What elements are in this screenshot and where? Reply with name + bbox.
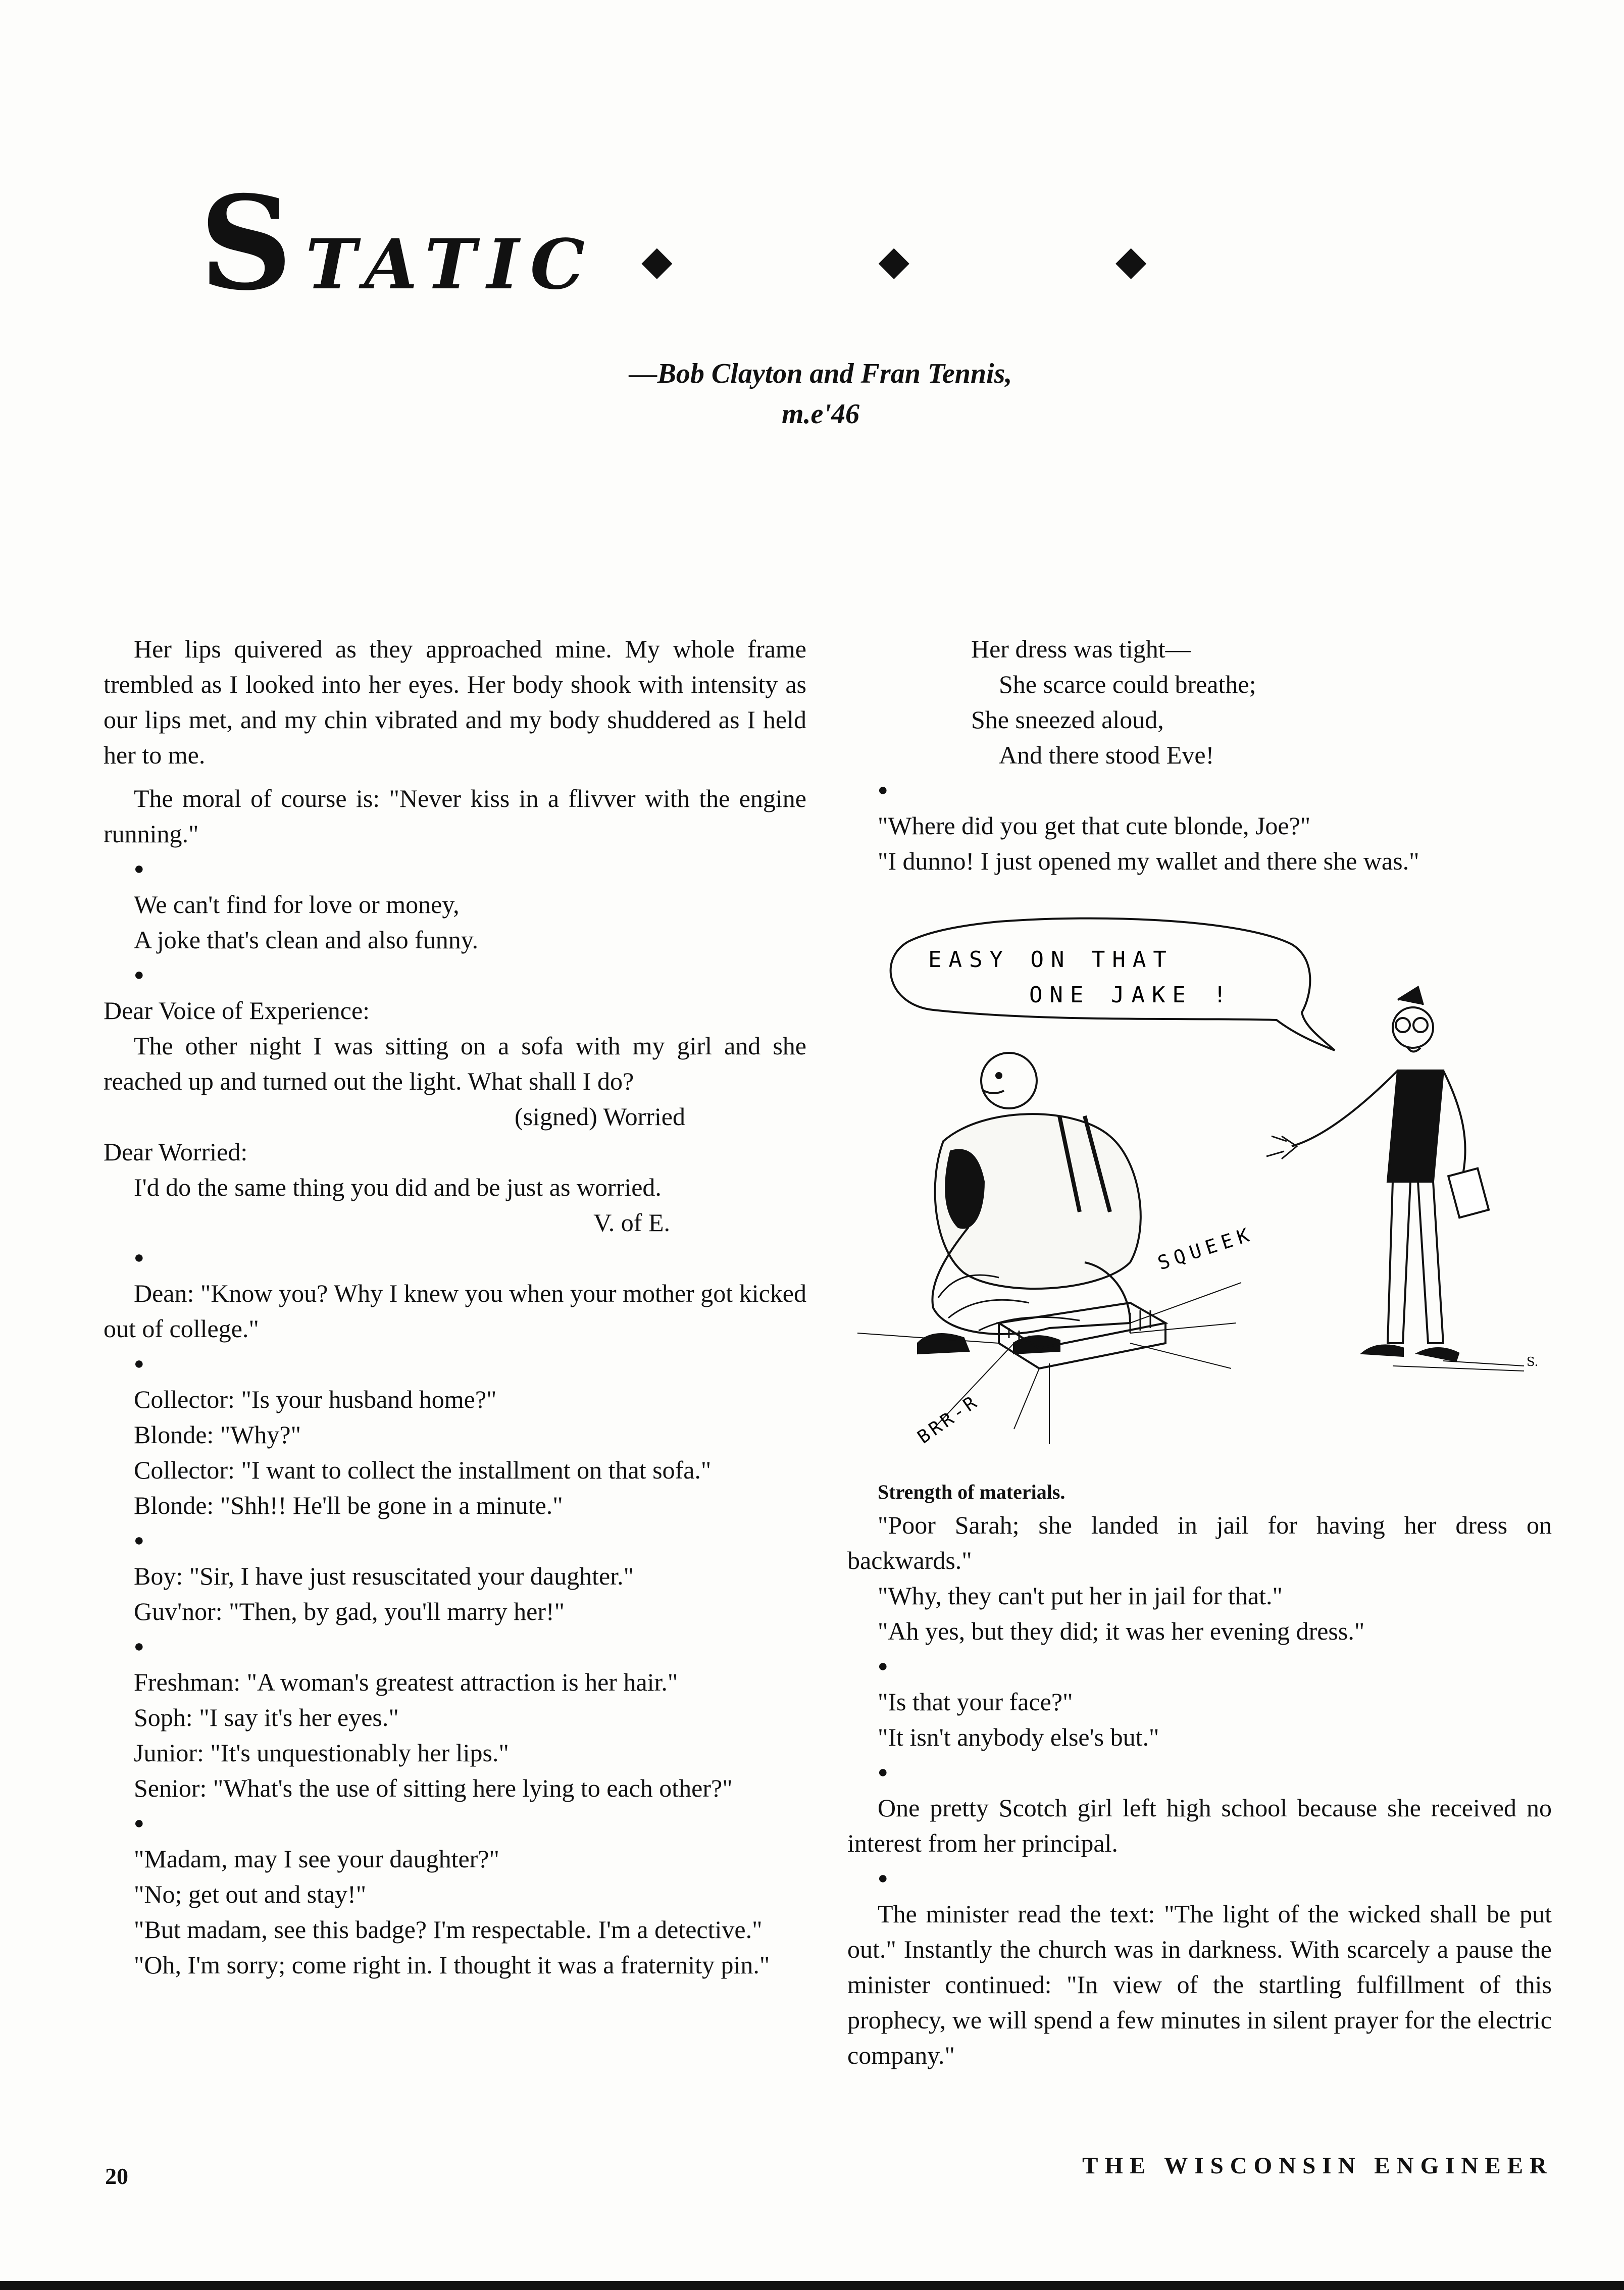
scale-platform: [857, 1283, 1241, 1444]
bullet-separator: ●: [134, 1248, 144, 1267]
sound-effect-brr: BRR-R: [914, 1391, 983, 1448]
dialogue-line: "But madam, see this badge? I'm respectable. I'm a detective.": [134, 1915, 763, 1944]
dialogue-line: "I dunno! I just opened my wallet and there she was.": [878, 847, 1419, 875]
joke-paragraph: Dean: "Know you? Why I knew you when your mother got kicked out of college.": [104, 1279, 806, 1343]
dialogue-line: Collector: "I want to collect the installment on that sofa.": [134, 1456, 712, 1484]
bullet-separator: ●: [878, 1869, 888, 1888]
publication-name: THE WISCONSIN ENGINEER: [1082, 2153, 1553, 2179]
dialogue-line: Blonde: "Why?": [134, 1420, 301, 1449]
letter-salutation: Dear Worried:: [104, 1138, 248, 1166]
bullet-separator: ●: [134, 1814, 144, 1833]
dialogue-line: Blonde: "Shh!! He'll be gone in a minute.": [134, 1491, 563, 1519]
title-diamonds: ◆ ◆ ◆: [641, 236, 1243, 284]
letter-signature: V. of E.: [593, 1208, 670, 1237]
verse-line: She sneezed aloud,: [971, 705, 1164, 734]
fat-man-figure: [918, 1053, 1141, 1353]
joke-paragraph: The minister read the text: "The light of the wicked shall be put out." Instantly the church was in darkness. With scarcely a pause the minister continued: "In view of the startling fulfillment of this prophecy, we will spend a few minutes in silent prayer for the electric company.": [847, 1900, 1552, 2069]
byline: [581, 353, 1060, 434]
dialogue-line: "Poor Sarah; she landed in jail for having her dress on backwards.": [847, 1511, 1552, 1574]
verse-line: And there stood Eve!: [999, 741, 1214, 769]
bullet-separator: ●: [878, 781, 888, 799]
joke-paragraph: Her lips quivered as they approached mine. My whole frame trembled as I looked into her eyes. Her body shook with intensity as our lips met, and my chin vibrated and my body shuddered as I held her to me.: [104, 635, 806, 769]
verse-line: We can't find for love or money,: [134, 890, 460, 919]
bullet-separator: ●: [878, 1657, 888, 1675]
bullet-separator: ●: [134, 965, 144, 984]
bullet-separator: ●: [134, 859, 144, 878]
verse-block: [847, 631, 1552, 773]
dialogue-line: "Where did you get that cute blonde, Joe?": [878, 811, 1311, 840]
bubble-text-line-1: EASY ON THAT: [928, 947, 1174, 973]
title-rest: TATIC: [306, 224, 596, 305]
byline-class: m.e'46: [782, 398, 859, 430]
artist-signature: S.: [1527, 1355, 1539, 1369]
dialogue-line: "It isn't anybody else's but.": [878, 1723, 1159, 1751]
verse-line: Her dress was tight—: [971, 635, 1191, 663]
verse-line: She scarce could breathe;: [999, 670, 1256, 698]
cartoon: [847, 899, 1552, 1477]
dialogue-line: "Why, they can't put her in jail for that.": [878, 1582, 1283, 1610]
verse-line: A joke that's clean and also funny.: [134, 926, 478, 954]
letter-salutation: Dear Voice of Experience:: [104, 996, 370, 1025]
dialogue-line: Senior: "What's the use of sitting here lying to each other?": [134, 1774, 733, 1802]
dialogue-line: "Oh, I'm sorry; come right in. I thought it was a fraternity pin.": [134, 1951, 770, 1979]
letter-body: The other night I was sitting on a sofa with my girl and she reached up and turned out the light. What shall I do?: [104, 1032, 806, 1095]
dialogue-line: Boy: "Sir, I have just resuscitated your daughter.": [134, 1562, 634, 1590]
page-number: 20: [105, 2163, 128, 2189]
letter-body: I'd do the same thing you did and be just as worried.: [134, 1173, 662, 1201]
letter-signature: (signed) Worried: [514, 1102, 685, 1131]
left-column: [104, 631, 806, 1982]
dialogue-line: "Madam, may I see your daughter?": [134, 1845, 499, 1873]
joke-paragraph: One pretty Scotch girl left high school because she received no interest from her principal.: [847, 1794, 1552, 1857]
dialogue-line: "Is that your face?": [878, 1688, 1073, 1716]
dialogue-line: Collector: "Is your husband home?": [134, 1385, 497, 1413]
byline-authors: —Bob Clayton and Fran Tennis,: [629, 358, 1012, 389]
dialogue-line: Guv'nor: "Then, by gad, you'll marry her!": [134, 1597, 565, 1625]
bullet-separator: ●: [134, 1354, 144, 1373]
cartoon-caption: Strength of materials.: [878, 1481, 1065, 1503]
page-title: [199, 168, 1243, 319]
cartoon-illustration: [847, 899, 1552, 1477]
right-column: [847, 631, 1552, 2073]
dialogue-line: "Ah yes, but they did; it was her evening dress.": [878, 1617, 1365, 1645]
dialogue-line: Soph: "I say it's her eyes.": [134, 1703, 399, 1732]
bullet-separator: ●: [134, 1531, 144, 1550]
bullet-separator: ●: [134, 1637, 144, 1656]
joke-paragraph: The moral of course is: "Never kiss in a flivver with the engine running.": [104, 784, 806, 848]
dialogue-line: Freshman: "A woman's greatest attraction is her hair.": [134, 1668, 678, 1696]
bubble-text-line-2: ONE JAKE !: [1029, 982, 1234, 1008]
dialogue-line: Junior: "It's unquestionably her lips.": [134, 1739, 509, 1767]
title-initial: S: [199, 168, 306, 319]
dialogue-line: "No; get out and stay!": [134, 1880, 367, 1908]
page-edge: [0, 2281, 1624, 2290]
bullet-separator: ●: [878, 1763, 888, 1782]
sound-effect-squeek: SQUEEK: [1155, 1222, 1257, 1275]
thin-man-figure: [1266, 987, 1524, 1371]
